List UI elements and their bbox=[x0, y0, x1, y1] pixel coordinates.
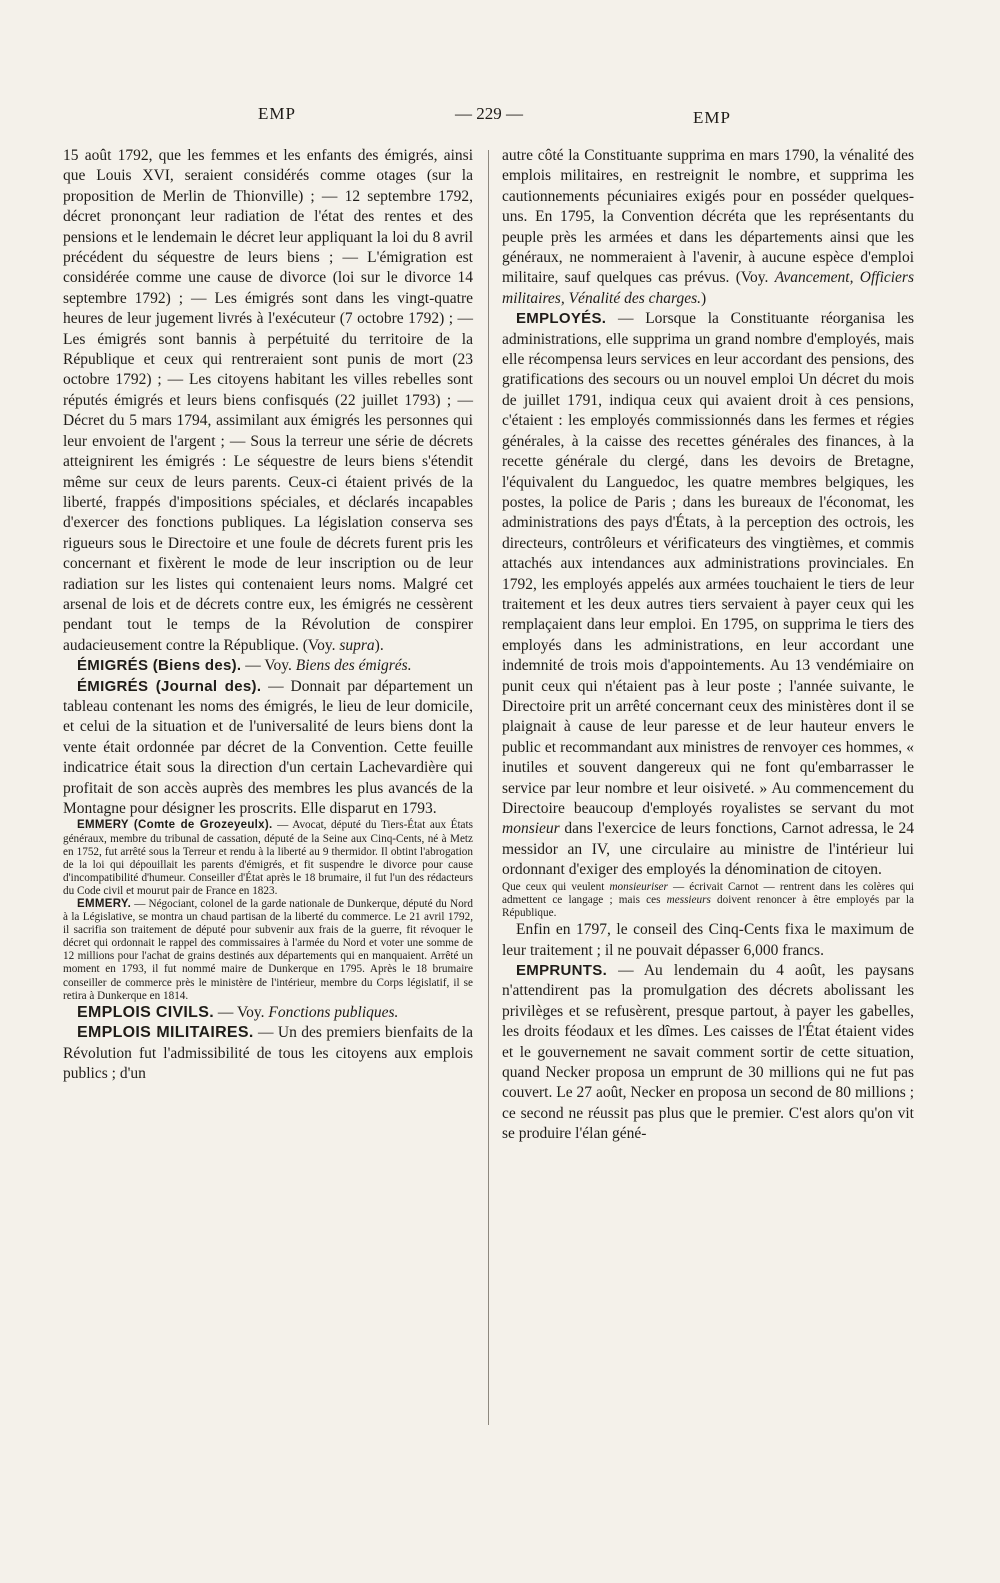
paragraph-cinq-cents: Enfin en 1797, le conseil des Cinq-Cents fixa le maximum de leur traitement ; il ne pouvait dépasser 6,000 francs. bbox=[502, 921, 914, 959]
page-header bbox=[0, 104, 1000, 134]
entry-headword: EMMERY (Comte de Grozeyeulx). bbox=[77, 819, 273, 832]
quotation-note: Que ceux qui veulent monsieuriser — écrivait Carnot — rentrent dans les colères qui admettent ce langage ; mais ces messieurs doivent renoncer à être employés par la République. bbox=[502, 880, 914, 920]
entry-emigres-journal: ÉMIGRÉS (Journal des). — Donnait par département un tableau contenant les noms des émigrés, le lieu de leur domicile, et celui de la situation et de l'universalité de leurs biens dont la vente était ordonnée par décret de la Convention. Cette feuille indicatrice était sous la direction d'un certain Lachevardière qui profitait de son accès auprès des membres les plus avancés de la Montagne pour désigner les proscrits. Elle disparut en 1793. bbox=[63, 677, 473, 817]
entry-headword: EMPLOIS CIVILS. bbox=[77, 1003, 214, 1021]
running-head-right: EMP bbox=[693, 108, 731, 127]
entry-headword: ÉMIGRÉS (Biens des). bbox=[77, 657, 242, 675]
entry-emmery: EMMERY. — Négociant, colonel de la garde nationale de Dunkerque, député du Nord à la Législative, se montra un chaud partisan de la liberté du commerce. Le 21 avril 1792, il sacrifia son traitement de député pour subvenir aux frais de la guerre, fit révoquer le décret qui ordonnait le rappel des commissaires à l'armée du Nord et voter une somme de 12 millions pour l'achat de grains destinés aux départements qui en manquaient. Arrêté un moment en 1793, il fut nommé maire de Dunkerque en 1795. Après le 18 brumaire conseiller de commerce près le ministère de l'intérieur, membre du Corps législatif, il se retira à Dunkerque en 1814. bbox=[63, 897, 473, 1002]
paragraph-emigres-laws: 15 août 1792, que les femmes et les enfants des émigrés, ainsi que Louis XVI, seraient considérés comme otages (sur la proposition de Merlin de Thionville) ; — 12 septembre 1792, décret prononçant leur radiation de l'état des rentes et des pensions et le lendemain le décret leur appliquant la loi du 8 avril précédent du séquestre de leurs biens ; — L'émigration est considérée comme une cause de divorce (loi sur le divorce 14 septembre 1792) ; — Les émigrés sont dans les vingt-quatre heures de leur jugement livrés à l'exécuteur (7 octobre 1792) ; — Les émigrés sont bannis à perpétuité du territoire de la République et ceux qui rentreraient sont punis de mort (23 octobre 1792) ; — Les citoyens habitant les villes rebelles sont réputés émigrés et leurs biens confisqués (22 juillet 1793) ; — Décret du 5 mars 1794, assimilant aux émigrés les personnes qui leur envoient de l'argent ; — Sous la terreur une série de décrets atteignirent les émigrés : Le séquestre de leurs biens s'étendit même sur ceux de leurs parents. Ceux-ci étaient privés de la liberté, frappés d'impositions spéciales, et déclarés incapables d'exercer des fonctions publiques. La législation conserva ses rigueurs sous le Directoire et une foule de décrets furent pris les concernant et fixèrent le mode de leur inscription ou de leur radiation sur les listes qui contenaient leurs noms. Malgré cet arsenal de lois et de décrets contre eux, les émigrés ne cessèrent pendant tout le temps de la Révolution de conspirer audacieusement contre la République. (Voy. supra). bbox=[63, 147, 473, 654]
paragraph-emplois-militaires-cont: autre côté la Constituante supprima en mars 1790, la vénalité des emplois militaires, en restreignit le nombre, et supprima les cautionnements pécuniaires exigés pour en posséder quelques-uns. En 1795, la Convention décréta que les représentants du peuple près les armées et dans les départements ainsi que les généraux, ne nommeraient à l'avenir, à aucune espèce d'emploi militaire, sauf quelques cas prévus. (Voy. Avancement, Officiers militaires, Vénalité des charges.) bbox=[502, 147, 914, 307]
entry-emprunts: EMPRUNTS. — Au lendemain du 4 août, les paysans n'attendirent pas la promulgation des décrets abolissant les privilèges et se refusèrent, presque partout, à payer les gabelles, les droits féodaux et les dîmes. Les caisses de l'État étaient vides et le gouvernement ne savait comment sortir de cette situation, quand Necker proposa un emprunt de 30 millions qui ne fut pas couvert. Le 27 août, Necker en proposa un second de 80 millions ; ce second ne réussit pas plus que le premier. C'est alors qu'on vit se produire l'élan géné- bbox=[502, 962, 914, 1143]
entry-headword: EMPLOIS MILITAIRES. bbox=[77, 1024, 254, 1042]
entry-emmery-comte: EMMERY (Comte de Grozeyeulx). — Avocat, député du Tiers-État aux États généraux, membre du tribunal de cassation, député de la Seine aux Cinq-Cents, né à Metz en 1752, fut arrêté sous la Terreur et rendu à la liberté au 9 thermidor. Il obtint l'abrogation de la loi qui dépouillait les parents d'émigrés, et fit suspendre le divorce pour cause d'incompatibilité d'humeur. Conseiller d'État après le 18 brumaire, il fut l'un des rédacteurs du Code civil et mourut pair de France en 1823. bbox=[63, 819, 473, 897]
right-column bbox=[502, 146, 914, 1145]
entry-emigres-biens: ÉMIGRÉS (Biens des). — Voy. Biens des émigrés. bbox=[77, 657, 412, 675]
left-column bbox=[63, 146, 473, 1084]
entry-headword: EMPLOYÉS. bbox=[516, 310, 607, 328]
entry-employes: EMPLOYÉS. — Lorsque la Constituante réorganisa les administrations, elle supprima un grand nombre d'employés, mais elle récompensa leurs services en leur accordant des pensions, des gratifications des secours ou un nouvel emploi Un décret du mois de juillet 1791, indiqua ceux qui avaient droit à ces pensions, c'étaient : les employés commissionnés dans les fermes et régies générales, à la caisse des recettes générales des finances, à la recette générale du clergé, dans les devoirs de Bretagne, l'équivalent du Languedoc, les quatre membres belgiques, les postes, la police de Paris ; dans les bureaux de l'économat, les administrations des pays d'États, à la perception des octrois, les directeurs, contrôleurs et vérificateurs des vingtièmes, et commis attachés aux intendances aux administrations provinciales. En 1792, les employés appelés aux armées touchaient le tiers de leur traitement et les deux autres tiers servaient à payer ceux qui les remplaçaient dans leur emploi. En 1795, on supprima le tiers des employés dans les administrations, en leur accordant une indemnité de trois mois d'appointements. Au 13 vendémiaire on punit ceux qui n'étaient pas à leur poste ; l'année suivante, le Directoire prit un arrêté concernant ceux des ministères dont il se plaignait à cause de leur paresse et de leur hauteur envers le public et recommandant aux ministres de renvoyer ces hommes, « inutiles et souvent dangereux qui ne font qu'embarrasser le service par leur nombre et leur oisiveté. » Au commencement du Directoire beaucoup d'employés royalistes se servant du mot monsieur dans l'exercice de leurs fonctions, Carnot adressa, le 24 messidor an IV, une circulaire au ministre de l'intérieur lui ordonnant d'exiger des employés la dénomination de citoyen. bbox=[502, 310, 914, 879]
entry-headword: ÉMIGRÉS (Journal des). bbox=[77, 677, 262, 695]
entry-emplois-militaires: EMPLOIS MILITAIRES. — Un des premiers bienfaits de la Révolution fut l'admissibilité de tous les citoyens aux emplois publics ; d'un bbox=[63, 1024, 473, 1082]
running-head-left: EMP bbox=[258, 104, 296, 123]
entry-emplois-civils: EMPLOIS CIVILS. — Voy. Fonctions publiques. bbox=[77, 1003, 399, 1021]
page-number: — 229 — bbox=[455, 104, 523, 123]
column-divider bbox=[488, 150, 489, 1425]
entry-headword: EMPRUNTS. bbox=[516, 962, 608, 980]
entry-headword: EMMERY. bbox=[77, 897, 132, 910]
